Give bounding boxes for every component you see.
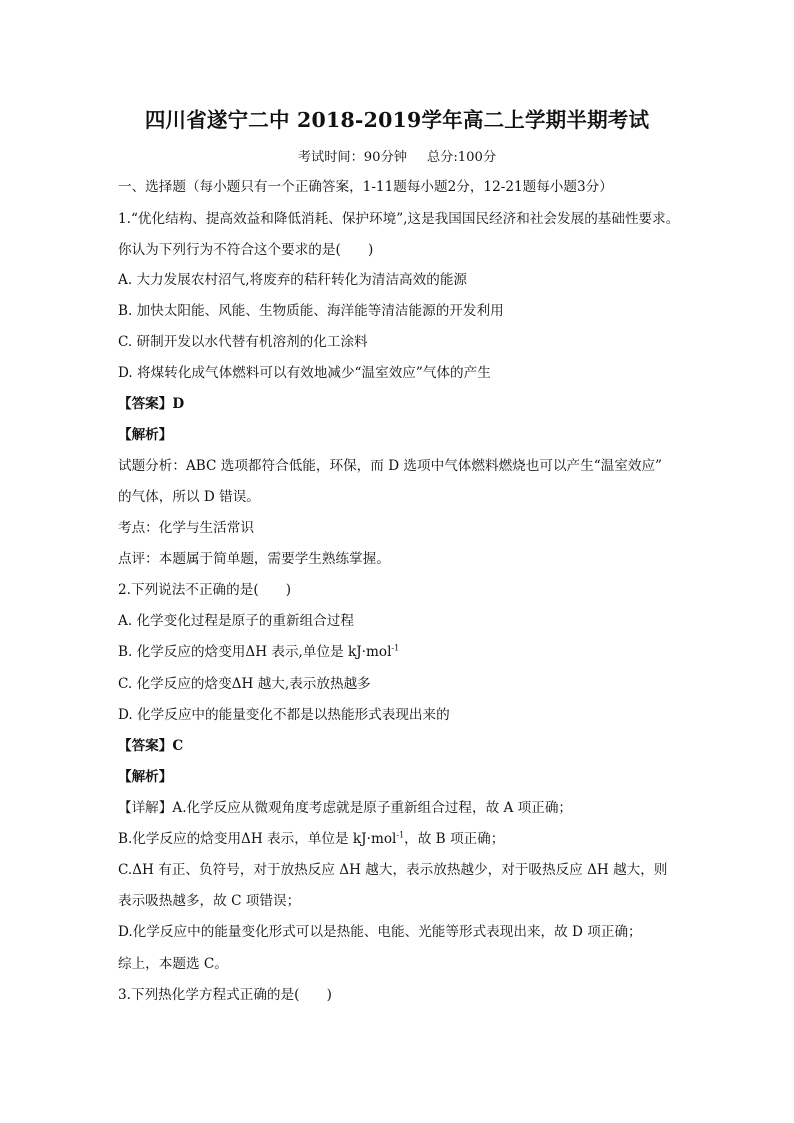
q2-detail-b-tail: ，故 B 项正确；	[404, 831, 505, 847]
q2-answer: 【答案】C	[118, 738, 184, 754]
q2-summary: 综上，本题选 C。	[118, 956, 228, 972]
q1-answer: 【答案】D	[118, 396, 185, 412]
exam-time: 考试时间：90分钟	[297, 150, 407, 165]
q2-option-b-sup: -1	[391, 643, 400, 653]
q1-stem-line1: 1.“优化结构、提高效益和降低消耗、保护环境”,这是我国国民经济和社会发展的基础性要求。	[118, 211, 680, 227]
q2-detail-b-text: B.化学反应的焓变用ΔH 表示，单位是 kJ·mol	[118, 831, 397, 847]
q2-detail-b-sup: -1	[396, 830, 405, 840]
q1-stem-line2: 你认为下列行为不符合这个要求的是( )	[118, 242, 374, 258]
total-score: 总分:100分	[426, 150, 497, 165]
q2-option-d: D. 化学反应中的能量变化不都是以热能形式表现出来的	[118, 707, 450, 723]
q2-detail-d: D.化学反应中的能量变化形式可以是热能、电能、光能等形式表现出来，故 D 项正确；	[118, 924, 642, 940]
q1-analysis-line2: 的气体，所以 D 错误。	[118, 489, 260, 505]
q2-option-b-text: B. 化学反应的焓变用ΔH 表示,单位是 kJ·mol	[118, 644, 392, 660]
section-heading: 一、选择题（每小题只有一个正确答案，1-11题每小题2分，12-21题每小题3分）	[118, 179, 613, 195]
q2-detail-c-line2: 表示吸热越多，故 C 项错误；	[118, 893, 301, 909]
q2-detail-a: 【详解】A.化学反应从微观角度考虑就是原子重新组合过程，故 A 项正确；	[118, 800, 573, 816]
q2-analysis-label: 【解析】	[118, 769, 173, 785]
q1-option-b: B. 加快太阳能、风能、生物质能、海洋能等清洁能源的开发利用	[118, 303, 504, 319]
q2-stem: 2.下列说法不正确的是( )	[118, 582, 292, 598]
q3-stem: 3.下列热化学方程式正确的是( )	[118, 987, 332, 1003]
q1-option-a: A. 大力发展农村沼气,将废弃的秸秆转化为清洁高效的能源	[118, 272, 468, 288]
q2-detail-c-line1: C.ΔH 有正、负符号，对于放热反应 ΔH 越大，表示放热越少，对于吸热反应 ΔH 越大，则	[118, 862, 668, 878]
q1-dianping: 点评：本题属于简单题，需要学生熟练掌握。	[118, 551, 390, 567]
q1-analysis-label: 【解析】	[118, 427, 173, 443]
q2-detail-b	[118, 830, 504, 848]
q2-option-a: A. 化学变化过程是原子的重新组合过程	[118, 613, 354, 629]
q2-option-c: C. 化学反应的焓变ΔH 越大,表示放热越多	[118, 676, 371, 692]
q1-option-c: C. 研制开发以水代替有机溶剂的化工涂料	[118, 334, 368, 350]
q1-analysis-line1: 试题分析：ABC 选项都符合低能，环保，而 D 选项中气体燃料燃烧也可以产生“温室效应”	[118, 458, 662, 474]
page-title: 四川省遂宁二中 2018-2019学年高二上学期半期考试	[144, 108, 650, 132]
q1-kaodian: 考点：化学与生活常识	[118, 520, 254, 536]
exam-info	[0, 146, 794, 165]
q2-option-b	[118, 643, 399, 661]
q1-option-d: D. 将煤转化成气体燃料可以有效地减少“温室效应”气体的产生	[118, 365, 491, 381]
